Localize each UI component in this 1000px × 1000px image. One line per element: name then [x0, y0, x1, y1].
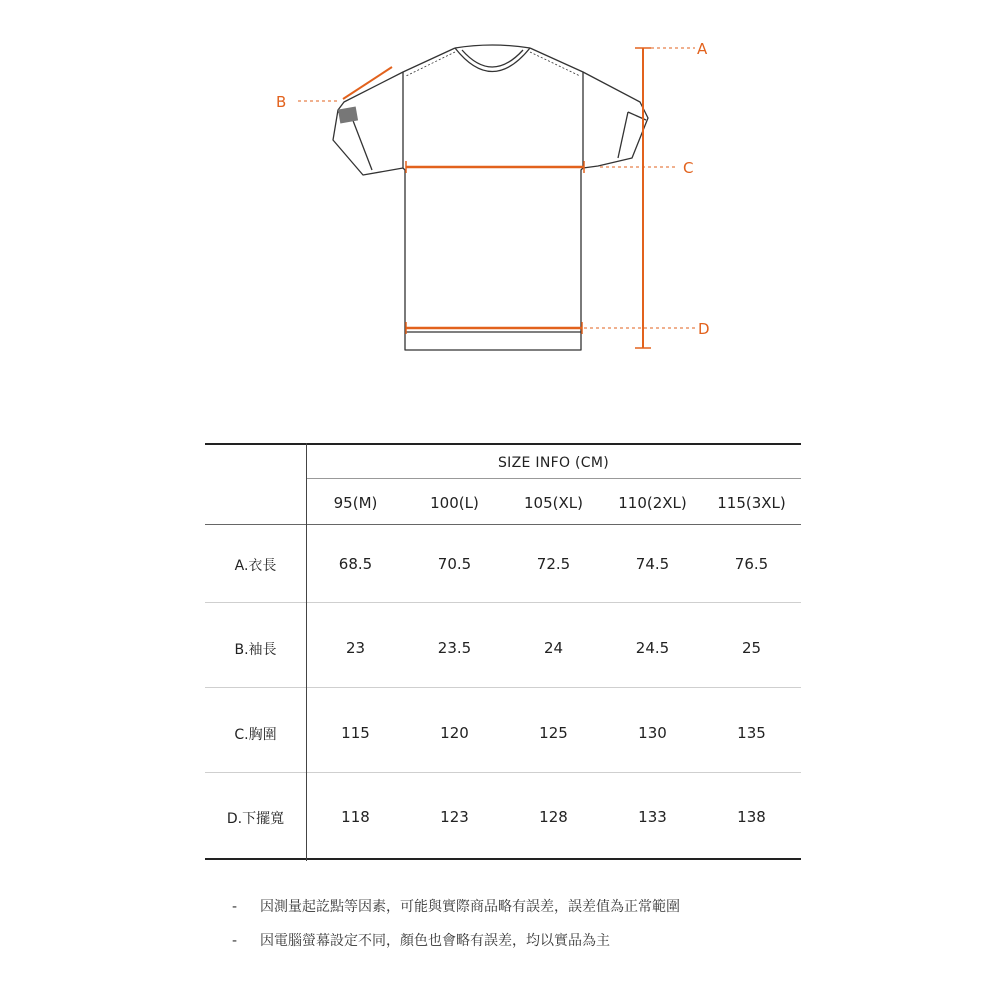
label-d: D	[698, 320, 710, 338]
label-b: B	[276, 93, 287, 111]
note-text: 因電腦螢幕設定不同，顏色也會略有誤差，均以實品為主	[260, 933, 610, 949]
table-cell: 72.5	[536, 555, 571, 573]
row-label-sleeve: B.袖長	[234, 642, 277, 658]
table-cell: 23	[345, 639, 366, 657]
label-c: C	[683, 159, 694, 177]
table-cell: 68.5	[338, 555, 373, 573]
note-item	[232, 930, 680, 964]
table-cell: 125	[539, 724, 568, 742]
table-cell: 74.5	[635, 555, 670, 573]
table-cell: 25	[741, 639, 762, 657]
note-bullet: -	[232, 933, 238, 949]
note-text: 因測量起訖點等因素，可能與實際商品略有誤差，誤差值為正常範圍	[260, 899, 680, 915]
table-cell: 120	[440, 724, 469, 742]
note-bullet: -	[232, 899, 238, 915]
table-cell: 23.5	[437, 639, 472, 657]
table-cell: 135	[737, 724, 766, 742]
table-cell: 24.5	[635, 639, 670, 657]
sleeve-tag	[338, 107, 358, 124]
table-cell: 118	[341, 808, 370, 826]
table-cell: 115	[341, 724, 370, 742]
size-header-3xl: 115(3XL)	[717, 494, 786, 512]
table-cell: 133	[638, 808, 667, 826]
size-header-l: 100(L)	[430, 494, 479, 512]
label-a: A	[697, 40, 708, 58]
row-label-chest: C.胸圍	[234, 727, 277, 743]
size-header-xl: 105(XL)	[524, 494, 583, 512]
table-cell: 138	[737, 808, 766, 826]
tshirt-measurement-diagram	[0, 0, 1000, 400]
size-header-m: 95(M)	[333, 494, 378, 512]
table-cell: 123	[440, 808, 469, 826]
table-cell: 24	[543, 639, 564, 657]
row-divider	[205, 687, 801, 688]
table-title: SIZE INFO (CM)	[497, 455, 609, 471]
table-cell: 70.5	[437, 555, 472, 573]
tshirt-outline	[333, 45, 648, 350]
header-bottom-rule	[205, 524, 801, 525]
table-cell: 128	[539, 808, 568, 826]
row-label-length: A.衣長	[234, 558, 277, 574]
size-header-2xl: 110(2XL)	[618, 494, 687, 512]
row-label-hem: D.下擺寬	[226, 811, 285, 827]
notes	[232, 896, 680, 964]
table-cell: 130	[638, 724, 667, 742]
size-info-table	[205, 443, 801, 861]
measurement-lines	[298, 48, 695, 348]
header-divider	[306, 478, 801, 479]
row-divider	[205, 772, 801, 773]
table-top-rule	[205, 443, 801, 445]
note-item	[232, 896, 680, 930]
table-cell: 76.5	[734, 555, 769, 573]
row-divider	[205, 602, 801, 603]
table-bottom-rule	[205, 858, 801, 860]
